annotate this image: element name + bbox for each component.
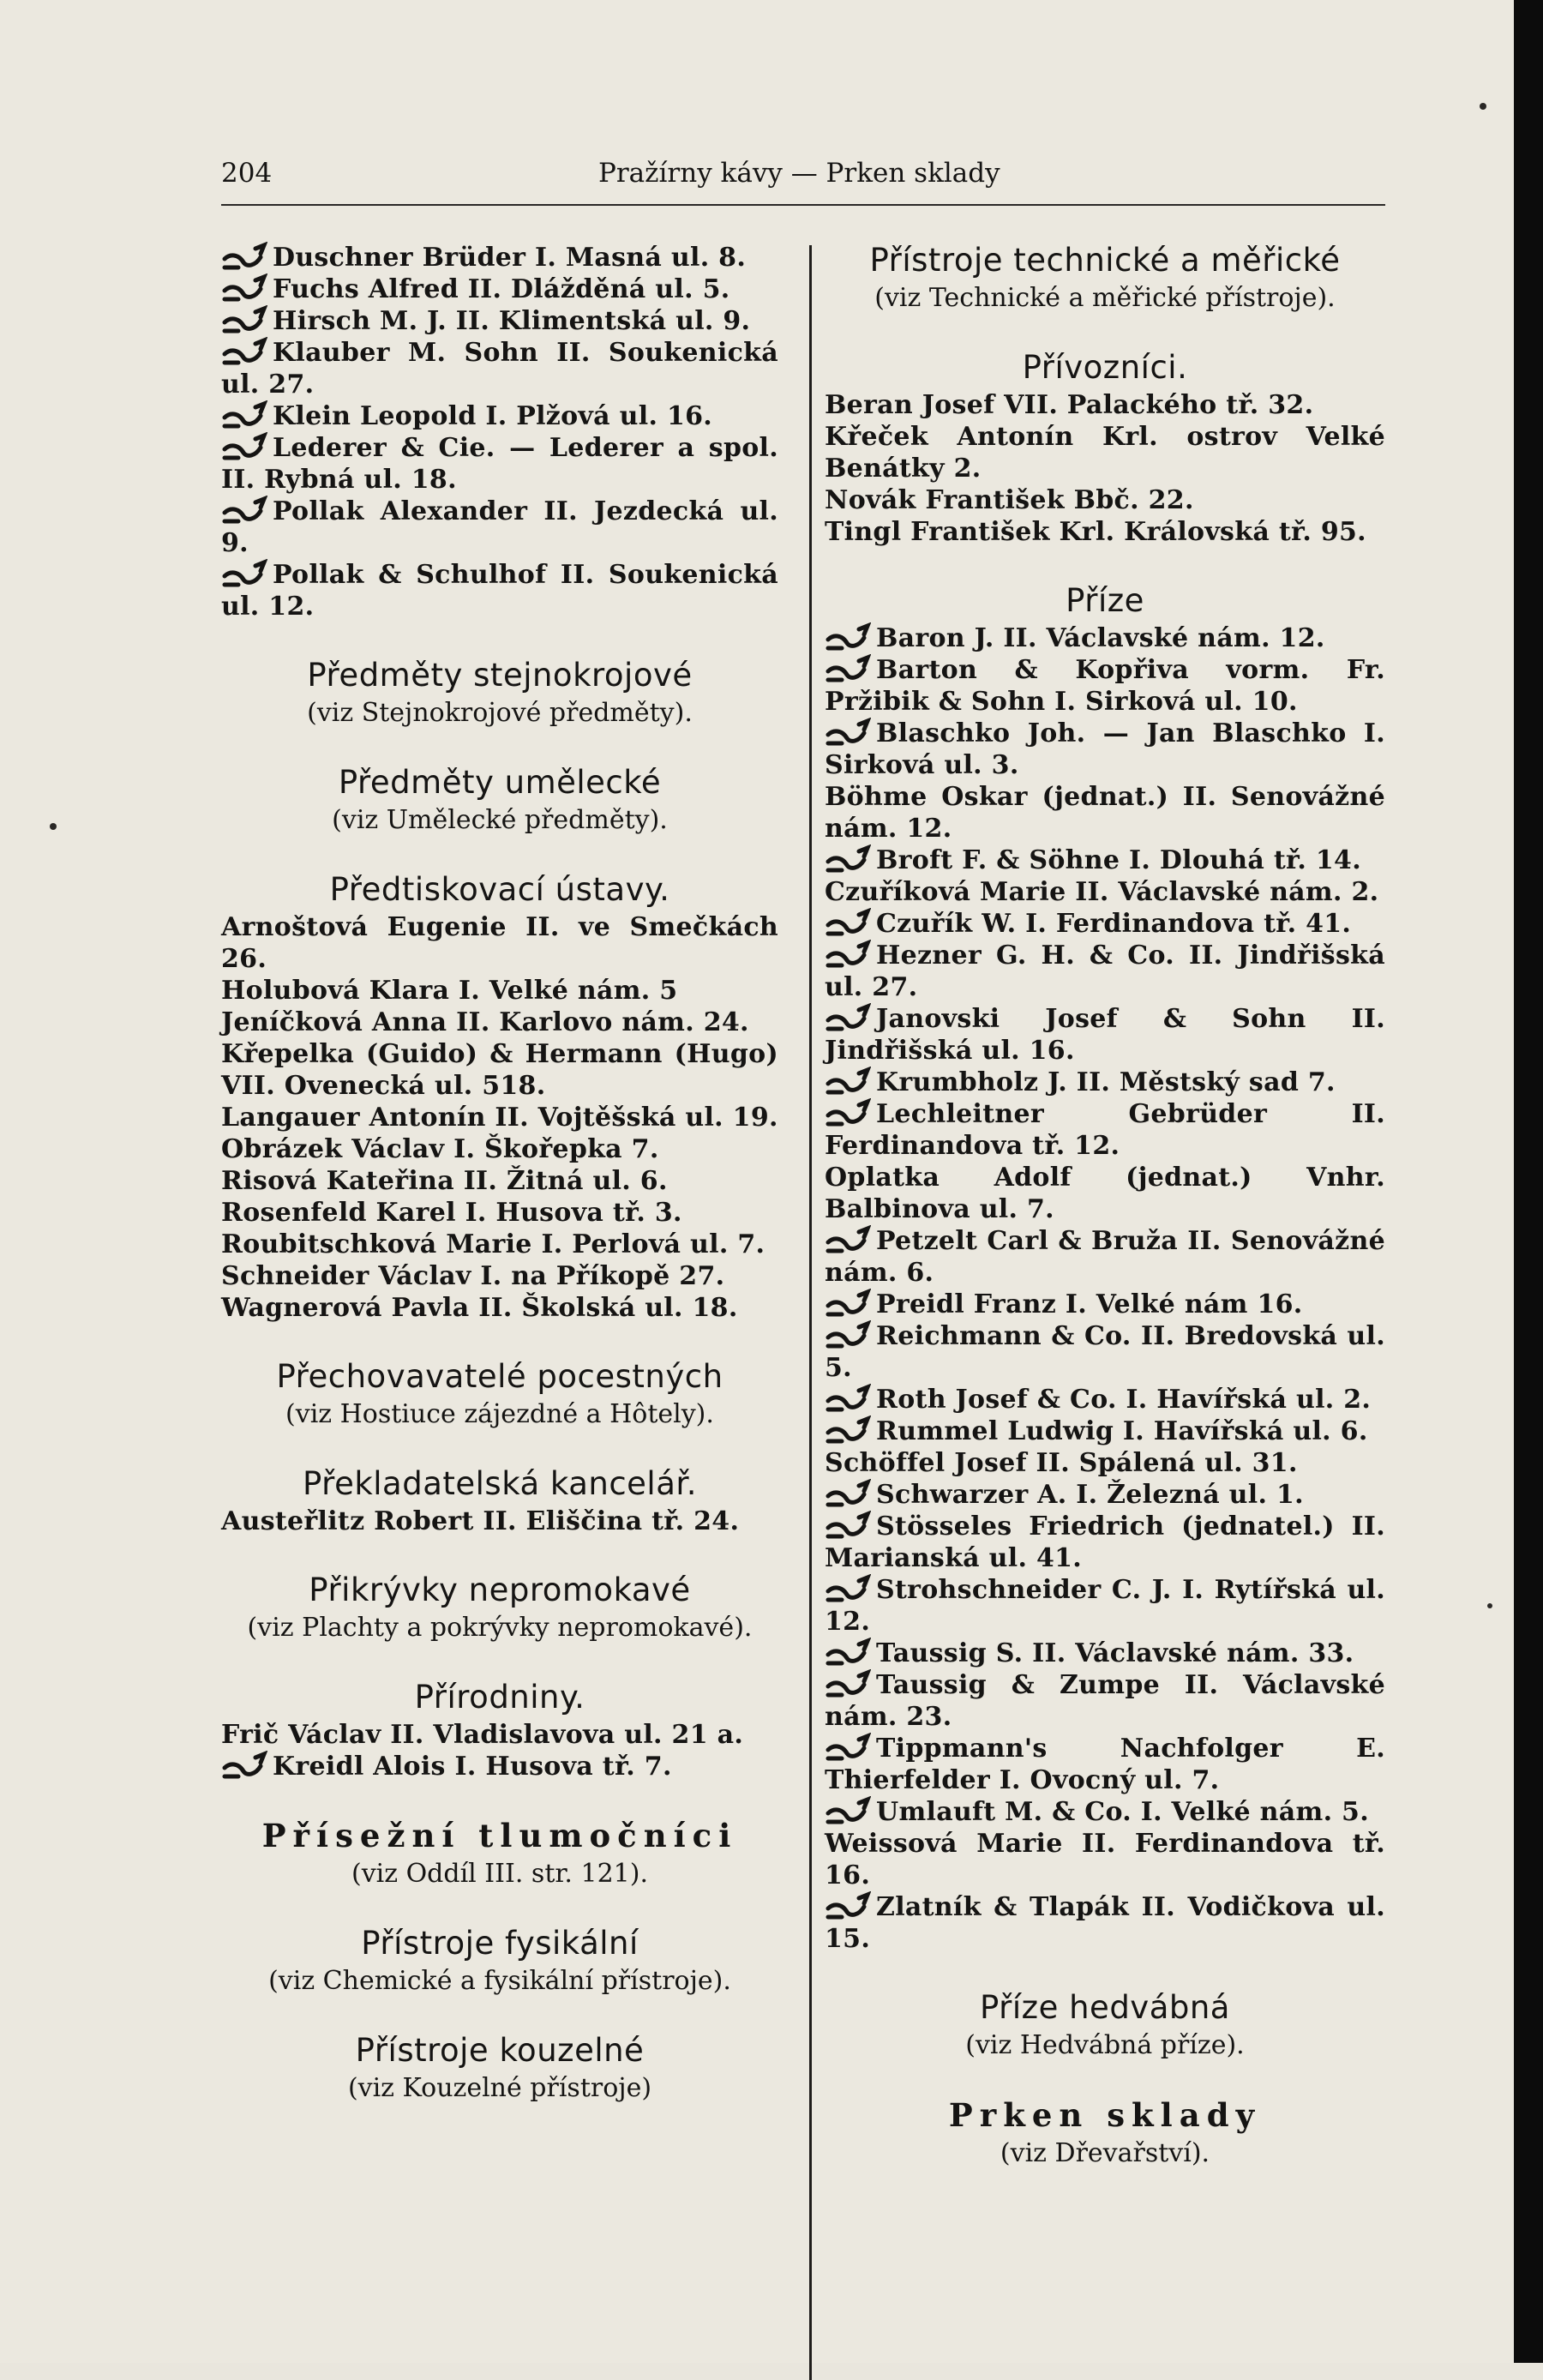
telephone-mark-icon [825,1479,871,1508]
directory-entry [825,1225,1385,1289]
telephone-mark-icon [221,496,267,525]
page-number: 204 [221,158,273,189]
entry-text: Beran Josef VII. Palackého tř. 32. [825,390,1314,420]
directory-entry [825,781,1385,844]
directory-entry [221,1038,778,1102]
directory-entry [825,940,1385,1003]
section-heading: Přísežní tlumočníci [261,1817,738,1854]
running-head [221,153,1385,201]
telephone-mark-icon [221,337,267,366]
telephone-mark-icon [825,1796,871,1825]
telephone-mark-icon [825,1098,871,1127]
directory-entry [825,1479,1385,1511]
entry-text: Preidl Franz I. Velké nám 16. [876,1289,1303,1319]
telephone-mark-icon [221,432,267,461]
entry-text: Pollak Alexander II. Jezdecká ul. 9. [221,496,778,558]
entry-text: Taussig & Zumpe II. Václavské nám. 23. [825,1670,1385,1732]
scan-speck [50,823,57,830]
entry-text: Obrázek Václav I. Škořepka 7. [221,1134,659,1164]
entry-text: Roubitschková Marie I. Perlová ul. 7. [221,1229,765,1259]
section-heading: Předtiskovací ústavy. [329,871,670,908]
directory-entry [825,1511,1385,1574]
entry-text: Holubová Klara I. Velké nám. 5 [221,976,678,1006]
telephone-mark-icon [825,1003,871,1032]
left-column [221,242,778,2105]
directory-entry [825,1162,1385,1225]
column-divider [809,245,812,2380]
section-heading: Přívozníci. [1022,349,1188,386]
telephone-mark-icon [825,844,871,874]
entry-text: Rosenfeld Karel I. Husova tř. 3. [221,1198,682,1228]
directory-entry [221,242,778,273]
directory-entry [221,1007,778,1038]
directory-entry [825,1828,1385,1891]
directory-entry [221,1229,778,1260]
entry-text: Barton & Kopřiva vorm. Fr. Pržibik & Sohn I. Sirková ul. 10. [825,655,1385,717]
entry-text: Frič Václav II. Vladislavova ul. 21 a. [221,1720,744,1750]
entry-text: Taussig S. II. Václavské nám. 33. [876,1638,1354,1668]
section-heading: Přechovavatelé pocestných [276,1358,723,1395]
telephone-mark-icon [221,273,267,303]
telephone-mark-icon [825,1320,871,1349]
entry-text: Kreidl Alois I. Husova tř. 7. [273,1752,672,1782]
entry-text: Fuchs Alfred II. Dlážděná ul. 5. [273,274,730,304]
directory-entry [825,421,1385,484]
cross-reference: (viz Hedvábná příze). [965,2030,1245,2060]
telephone-mark-icon [825,1669,871,1698]
directory-entry [221,1165,778,1197]
entry-text: Schwarzer A. I. Železná ul. 1. [876,1480,1304,1510]
directory-entry [825,1415,1385,1447]
telephone-mark-icon [825,622,871,652]
telephone-mark-icon [825,1289,871,1318]
cross-reference: (viz Hostiuce zájezdné a Hôtely). [285,1399,714,1429]
directory-entry [825,1067,1385,1098]
directory-entry [221,1197,778,1229]
directory-entry [221,911,778,975]
page-edge-shadow [1514,0,1543,2363]
entry-text: Weissová Marie II. Ferdinandova tř. 16. [825,1829,1385,1890]
directory-entry [825,1796,1385,1828]
entry-text: Křeček Antonín Krl. ostrov Velké Benátky 2. [825,422,1385,484]
entry-text: Klein Leopold I. Plžová ul. 16. [273,401,713,431]
directory-entry [825,1891,1385,1955]
entry-text: Krumbholz J. II. Městský sad 7. [876,1067,1336,1097]
directory-entry [825,908,1385,940]
directory-entry [221,496,778,559]
section-heading: Prken sklady [948,2096,1262,2134]
directory-entry [221,400,778,432]
directory-entry [825,1003,1385,1067]
running-title: Pražírny kávy — Prken sklady [598,158,1000,189]
telephone-mark-icon [221,1751,267,1780]
section-heading: Příze [1066,582,1144,619]
entry-text: Böhme Oskar (jednat.) II. Senovážné nám. 12. [825,782,1385,844]
directory-entry [825,1733,1385,1796]
scan-speck [1480,103,1486,110]
section-heading: Přístroje technické a měřické [869,242,1341,279]
telephone-mark-icon [825,1384,871,1413]
entry-text: Janovski Josef & Sohn II. Jindřišská ul. 16. [825,1004,1385,1066]
telephone-mark-icon [825,940,871,969]
directory-entry [221,1260,778,1292]
telephone-mark-icon [825,1511,871,1540]
telephone-mark-icon [825,1415,871,1445]
directory-entry [825,1574,1385,1638]
entry-text: Wagnerová Pavla II. Školská ul. 18. [221,1293,738,1323]
telephone-mark-icon [825,1225,871,1254]
entry-text: Schneider Václav I. na Příkopě 27. [221,1261,725,1291]
directory-entry [825,1669,1385,1733]
entry-text: Baron J. II. Václavské nám. 12. [876,623,1325,653]
telephone-mark-icon [825,1891,871,1920]
entry-text: Petzelt Carl & Bruža II. Senovážné nám. 6. [825,1226,1385,1288]
directory-entry [221,1751,778,1782]
section-heading: Příze hedvábná [980,1989,1230,2026]
directory-entry [825,622,1385,654]
directory-entry [825,1320,1385,1384]
cross-reference: (viz Kouzelné přístroje) [347,2073,652,2103]
entry-text: Stösseles Friedrich (jednatel.) II. Marianská ul. 41. [825,1512,1385,1573]
entry-text: Czuříková Marie II. Václavské nám. 2. [825,877,1379,907]
section-heading: Přikrývky nepromokavé [309,1572,691,1608]
directory-entry [825,1447,1385,1479]
entry-text: Lechleitner Gebrüder II. Ferdinandova tř. 12. [825,1099,1385,1161]
entry-text: Křepelka (Guido) & Hermann (Hugo) VII. Ovenecká ul. 518. [221,1039,778,1101]
entry-text: Hirsch M. J. II. Klimentská ul. 9. [273,306,751,336]
header-rule [221,204,1385,206]
section-heading: Přírodniny. [414,1679,585,1716]
entry-text: Strohschneider C. J. I. Rytířská ul. 12. [825,1575,1385,1637]
section-heading: Přístroje fysikální [361,1925,639,1962]
telephone-mark-icon [221,559,267,588]
telephone-mark-icon [825,1733,871,1762]
telephone-mark-icon [825,1067,871,1096]
cross-reference: (viz Plachty a pokrývky nepromokavé). [247,1613,753,1643]
directory-entry [221,273,778,305]
cross-reference: (viz Chemické a fysikální přístroje). [268,1966,731,1996]
directory-entry [825,389,1385,421]
cross-reference: (viz Dřevařství). [1000,2138,1210,2168]
directory-entry [221,305,778,337]
entry-text: Blaschko Joh. — Jan Blaschko I. Sirková ul. 3. [825,718,1385,780]
section-heading: Překladatelská kancelář. [303,1465,697,1502]
entry-text: Zlatník & Tlapák II. Vodičkova ul. 15. [825,1892,1385,1954]
entry-text: Reichmann & Co. II. Bredovská ul. 5. [825,1321,1385,1383]
entry-text: Pollak & Schulhof II. Soukenická ul. 12. [221,560,778,622]
entry-text: Broft F. & Söhne I. Dlouhá tř. 14. [876,845,1361,875]
directory-entry [221,1506,778,1537]
directory-entry [221,432,778,496]
right-column [825,242,1385,2170]
entry-text: Oplatka Adolf (jednat.) Vnhr. Balbinova ul. 7. [825,1163,1385,1224]
entry-text: Lederer & Cie. — Lederer a spol. II. Rybná ul. 18. [221,433,778,495]
cross-reference: (viz Oddíl III. str. 121). [351,1859,648,1889]
section-heading: Přístroje kouzelné [355,2032,645,2069]
directory-entry [221,1102,778,1133]
directory-entry [221,559,778,622]
entry-text: Tippmann's Nachfolger E. Thierfelder I. Ovocný ul. 7. [825,1734,1385,1795]
directory-entry [221,975,778,1007]
directory-entry [825,1098,1385,1162]
entry-text: Czuřík W. I. Ferdinandova tř. 41. [876,909,1352,939]
scan-speck [1487,1603,1492,1608]
entry-text: Arnoštová Eugenie II. ve Smečkách 26. [221,912,778,974]
directory-entry [221,337,778,400]
directory-entry [825,654,1385,718]
directory-entry [825,1289,1385,1320]
cross-reference: (viz Stejnokrojové předměty). [307,698,693,728]
entry-text: Novák František Bbč. 22. [825,485,1194,515]
entry-text: Rummel Ludwig I. Havířská ul. 6. [876,1416,1368,1446]
directory-entry [825,484,1385,516]
directory-entry [221,1133,778,1165]
telephone-mark-icon [825,908,871,937]
directory-entry [825,844,1385,876]
directory-entry [221,1719,778,1751]
telephone-mark-icon [825,1638,871,1667]
entry-text: Langauer Antonín II. Vojtěšská ul. 19. [221,1103,778,1133]
entry-text: Schöffel Josef II. Spálená ul. 31. [825,1448,1298,1478]
section-heading: Předměty stejnokrojové [307,657,693,694]
cross-reference: (viz Umělecké předměty). [332,805,668,835]
cross-reference: (viz Technické a měřické přístroje). [874,283,1336,313]
telephone-mark-icon [221,242,267,271]
entry-text: Jeníčková Anna II. Karlovo nám. 24. [221,1007,749,1037]
directory-entry [825,1384,1385,1415]
telephone-mark-icon [221,400,267,430]
telephone-mark-icon [825,718,871,747]
telephone-mark-icon [221,305,267,334]
entry-text: Risová Kateřina II. Žitná ul. 6. [221,1166,668,1196]
entry-text: Tingl František Krl. Královská tř. 95. [825,517,1366,547]
entry-text: Roth Josef & Co. I. Havířská ul. 2. [876,1385,1372,1415]
entry-text: Duschner Brüder I. Masná ul. 8. [273,243,747,273]
directory-entry [221,1292,778,1324]
directory-entry [825,718,1385,781]
telephone-mark-icon [825,654,871,683]
section-heading: Předměty umělecké [338,764,662,801]
entry-text: Hezner G. H. & Co. II. Jindřišská ul. 27. [825,941,1385,1002]
directory-entry [825,516,1385,548]
directory-entry [825,876,1385,908]
entry-text: Klauber M. Sohn II. Soukenická ul. 27. [221,338,778,400]
telephone-mark-icon [825,1574,871,1603]
entry-text: Austeřlitz Robert II. Eliščina tř. 24. [221,1506,740,1536]
entry-text: Umlauft M. & Co. I. Velké nám. 5. [876,1797,1369,1827]
directory-entry [825,1638,1385,1669]
